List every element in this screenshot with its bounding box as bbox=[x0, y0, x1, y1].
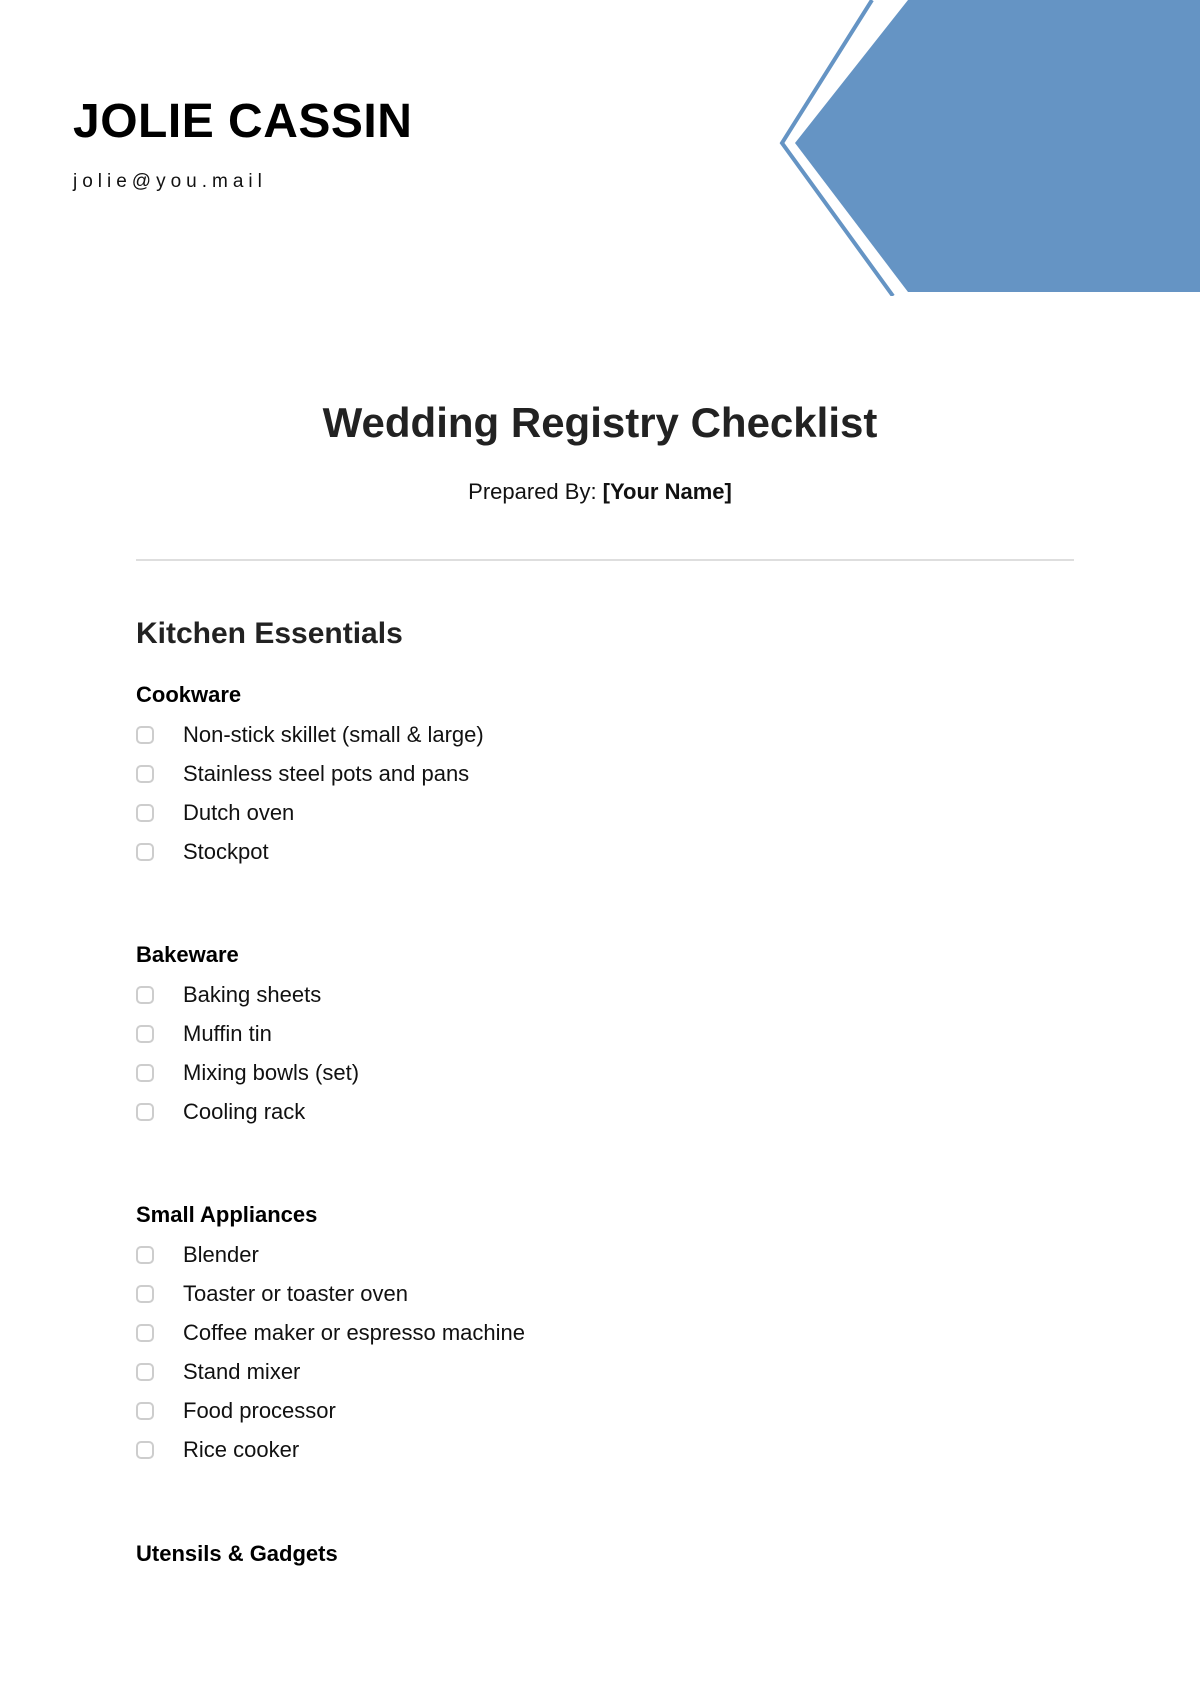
checklist-item[interactable] bbox=[136, 1238, 259, 1272]
section-title: Kitchen Essentials bbox=[136, 617, 403, 650]
checklist-item-label: Stainless steel pots and pans bbox=[183, 761, 470, 786]
group-title-bakeware: Bakeware bbox=[136, 942, 239, 967]
author-email: jolie@you.mail bbox=[73, 171, 267, 192]
checklist-item[interactable] bbox=[136, 1355, 300, 1389]
checkbox[interactable] bbox=[136, 1246, 154, 1264]
checkbox[interactable] bbox=[136, 1103, 154, 1121]
checklist-item[interactable] bbox=[136, 835, 269, 869]
title-divider bbox=[136, 559, 1074, 561]
checkbox[interactable] bbox=[136, 843, 154, 861]
prepared-by-value: [Your Name] bbox=[602, 479, 732, 504]
checkbox[interactable] bbox=[136, 726, 154, 744]
checklist-item[interactable] bbox=[136, 796, 294, 830]
checkbox[interactable] bbox=[136, 1285, 154, 1303]
group-title-small-appliances: Small Appliances bbox=[136, 1202, 318, 1227]
checklist-item[interactable] bbox=[136, 718, 484, 752]
checklist-item-label: Blender bbox=[183, 1242, 259, 1267]
header-accent-shape bbox=[760, 0, 1200, 296]
checklist-item-label: Food processor bbox=[183, 1398, 336, 1423]
checklist-item[interactable] bbox=[136, 978, 321, 1012]
checkbox[interactable] bbox=[136, 1363, 154, 1381]
checklist-item-label: Rice cooker bbox=[183, 1437, 300, 1462]
checkbox[interactable] bbox=[136, 1064, 154, 1082]
checklist-item-label: Cooling rack bbox=[183, 1099, 306, 1124]
document-title: Wedding Registry Checklist bbox=[322, 399, 878, 446]
checklist-item[interactable] bbox=[136, 1056, 359, 1090]
header-hexagon-fill bbox=[795, 0, 1200, 292]
checklist-item-label: Stockpot bbox=[183, 839, 269, 864]
checklist-item[interactable] bbox=[136, 1433, 299, 1467]
checkbox[interactable] bbox=[136, 1324, 154, 1342]
checkbox[interactable] bbox=[136, 1441, 154, 1459]
checklist-item[interactable] bbox=[136, 1316, 525, 1350]
checklist-item[interactable] bbox=[136, 1017, 272, 1051]
checklist-item[interactable] bbox=[136, 757, 469, 791]
checkbox[interactable] bbox=[136, 1025, 154, 1043]
prepared-by-line bbox=[0, 479, 1200, 505]
checkbox[interactable] bbox=[136, 1402, 154, 1420]
checkbox[interactable] bbox=[136, 765, 154, 783]
prepared-by-label: Prepared By: bbox=[468, 479, 603, 504]
checklist-item-label: Non-stick skillet (small & large) bbox=[183, 722, 484, 747]
checklist-item-label: Mixing bowls (set) bbox=[183, 1060, 360, 1085]
group-title-utensils-gadgets: Utensils & Gadgets bbox=[136, 1541, 338, 1566]
checklist-item-label: Dutch oven bbox=[183, 800, 295, 825]
checklist-item-label: Baking sheets bbox=[183, 982, 322, 1007]
checklist-item-label: Muffin tin bbox=[183, 1021, 272, 1046]
checklist-item[interactable] bbox=[136, 1277, 408, 1311]
checklist-item[interactable] bbox=[136, 1095, 305, 1129]
checkbox[interactable] bbox=[136, 986, 154, 1004]
checkbox[interactable] bbox=[136, 804, 154, 822]
checklist-item-label: Stand mixer bbox=[183, 1359, 301, 1384]
checklist-item[interactable] bbox=[136, 1394, 336, 1428]
author-name: JOLIE CASSIN bbox=[73, 95, 413, 148]
group-title-cookware: Cookware bbox=[136, 682, 242, 707]
checklist-item-label: Toaster or toaster oven bbox=[183, 1281, 409, 1306]
checklist-item-label: Coffee maker or espresso machine bbox=[183, 1320, 525, 1345]
